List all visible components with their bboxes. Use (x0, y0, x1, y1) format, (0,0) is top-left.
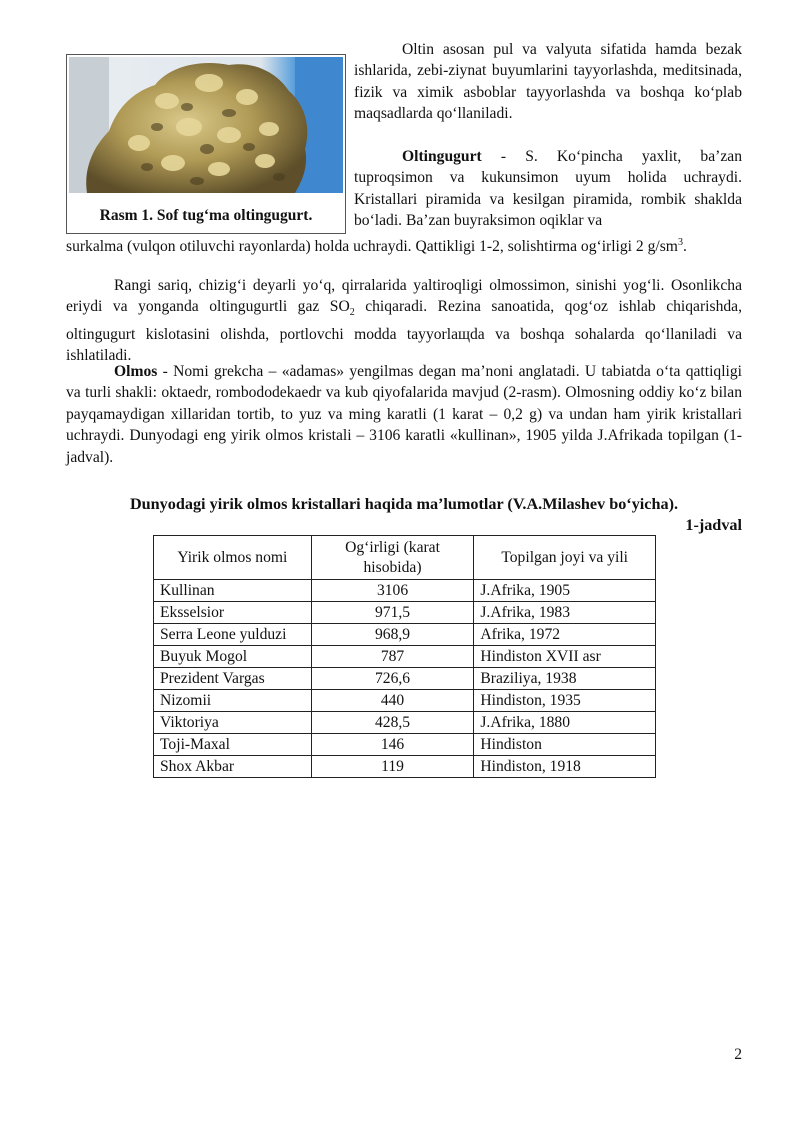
paragraph-diamond-text: - Nomi grekcha – «adamas» yengilmas degan ma’noni anglatadi. U tabiatda o‘ta qattiqligi va turli shakli: oktaedr, rombododekaedr va kub qiyofalarida mavjud (2-rasm). Olmosning oddiy ko‘z bilan payqamaydigan xillaridan tortib, to yuz va ming karatli (1 karat – 0,2 g) va undan ham yirik kristallari uchraydi. Dunyodagi eng yirik olmos kristali – 3106 karatli «kullinan», 1905 yilda J.Afrikada topilgan (1-jadval). (66, 363, 742, 466)
cell-location: Hindiston (474, 734, 656, 756)
cell-location: J.Afrika, 1905 (474, 580, 656, 602)
cell-location: Hindiston XVII asr (474, 646, 656, 668)
cell-name: Toji-Maxal (154, 734, 312, 756)
cell-location: Afrika, 1972 (474, 624, 656, 646)
table-row (154, 756, 656, 778)
cell-weight: 787 (311, 646, 474, 668)
table-row (154, 668, 656, 690)
table-row (154, 646, 656, 668)
cell-weight: 3106 (311, 580, 474, 602)
cell-location: J.Afrika, 1880 (474, 712, 656, 734)
sulfur-crystal-photo (69, 57, 343, 193)
page-number: 2 (734, 1046, 742, 1063)
cell-weight: 146 (311, 734, 474, 756)
cell-name: Nizomii (154, 690, 312, 712)
cell-location: J.Afrika, 1983 (474, 602, 656, 624)
figure-sulfur (66, 54, 346, 234)
table-row (154, 602, 656, 624)
table-row (154, 712, 656, 734)
header-name: Yirik olmos nomi (154, 536, 312, 580)
cell-weight: 119 (311, 756, 474, 778)
table-row (154, 734, 656, 756)
cell-location: Hindiston, 1935 (474, 690, 656, 712)
sulfur-crystal-image (69, 57, 343, 193)
paragraph-sulfur-properties (66, 275, 742, 367)
subscript-2: 2 (349, 307, 355, 319)
cell-location: Hindiston, 1918 (474, 756, 656, 778)
paragraph-sulfur-continued-text: surkalma (vulqon otiluvchi rayonlarda) holda uchraydi. Qattikligi 1-2, solishtirma og‘irligi 2 g/sm (66, 238, 678, 256)
superscript-3: 3 (677, 237, 683, 248)
table-header-row (154, 536, 656, 580)
term-diamond: Olmos (114, 363, 158, 380)
cell-weight: 726,6 (311, 668, 474, 690)
paragraph-sulfur-text: - S. Ko‘pincha yaxlit, ba’zan tuproqsimon va kukunsimon uyum holida uchraydi. Kristallari piramida va kesilgan piramida, rombik shaklda bo‘ladi. Ba’zan buyraksimon oqiklar va (354, 148, 742, 230)
table-title: Dunyodagi yirik olmos kristallari haqida ma’lumotlar (V.A.Milashev bo‘yicha). (129, 495, 679, 513)
cell-weight: 440 (311, 690, 474, 712)
paragraph-properties-text-b: chiqaradi. Rezina sanoatida, qog‘oz ishlab chiqarishda, oltingugurt kislotasini olishda, portlovchi modda tayyorlaщda va boshqa sohalarda qo‘llaniladi va ishlatiladi. (66, 298, 742, 365)
cell-name: Eksselsior (154, 602, 312, 624)
cell-location: Braziliya, 1938 (474, 668, 656, 690)
cell-name: Shox Akbar (154, 756, 312, 778)
header-weight: Og‘irligi (karat hisobida) (311, 536, 474, 580)
table-row (154, 690, 656, 712)
cell-name: Kullinan (154, 580, 312, 602)
header-location: Topilgan joyi va yili (474, 536, 656, 580)
cell-name: Serra Leone yulduzi (154, 624, 312, 646)
term-sulfur: Oltingugurt (402, 148, 482, 165)
table-label: 1-jadval (685, 516, 742, 534)
cell-weight: 428,5 (311, 712, 474, 734)
paragraph-diamond (66, 361, 742, 468)
paragraph-sulfur-end: . (682, 238, 687, 256)
cell-weight: 971,5 (311, 602, 474, 624)
diamond-table (153, 535, 656, 778)
paragraph-gold: Oltin asosan pul va valyuta sifatida hamda bezak ishlarida, zebi-ziynat buyumlarini tayyorlashda, meditsinada, fizik va ximik asboblar tayyorlashda va boshqa ko‘plab maqsadlarda qo‘llaniladi. (354, 41, 742, 123)
cell-name: Buyuk Mogol (154, 646, 312, 668)
cell-name: Viktoriya (154, 712, 312, 734)
cell-weight: 968,9 (311, 624, 474, 646)
cell-name: Prezident Vargas (154, 668, 312, 690)
paragraph-sulfur-continued (66, 232, 742, 258)
figure-caption: Rasm 1. Sof tug‘ma oltingugurt. (99, 207, 313, 224)
paragraph-properties-text-a: Rangi sariq, chizig‘i deyarli yo‘q, qirralarida yaltiroqligi olmossimon, sinishi yog‘li. Osonlikcha eriydi va yonganda oltingugurtli gaz SO (66, 277, 742, 316)
table-row (154, 624, 656, 646)
paragraph-sulfur (354, 146, 742, 232)
table-row (154, 580, 656, 602)
